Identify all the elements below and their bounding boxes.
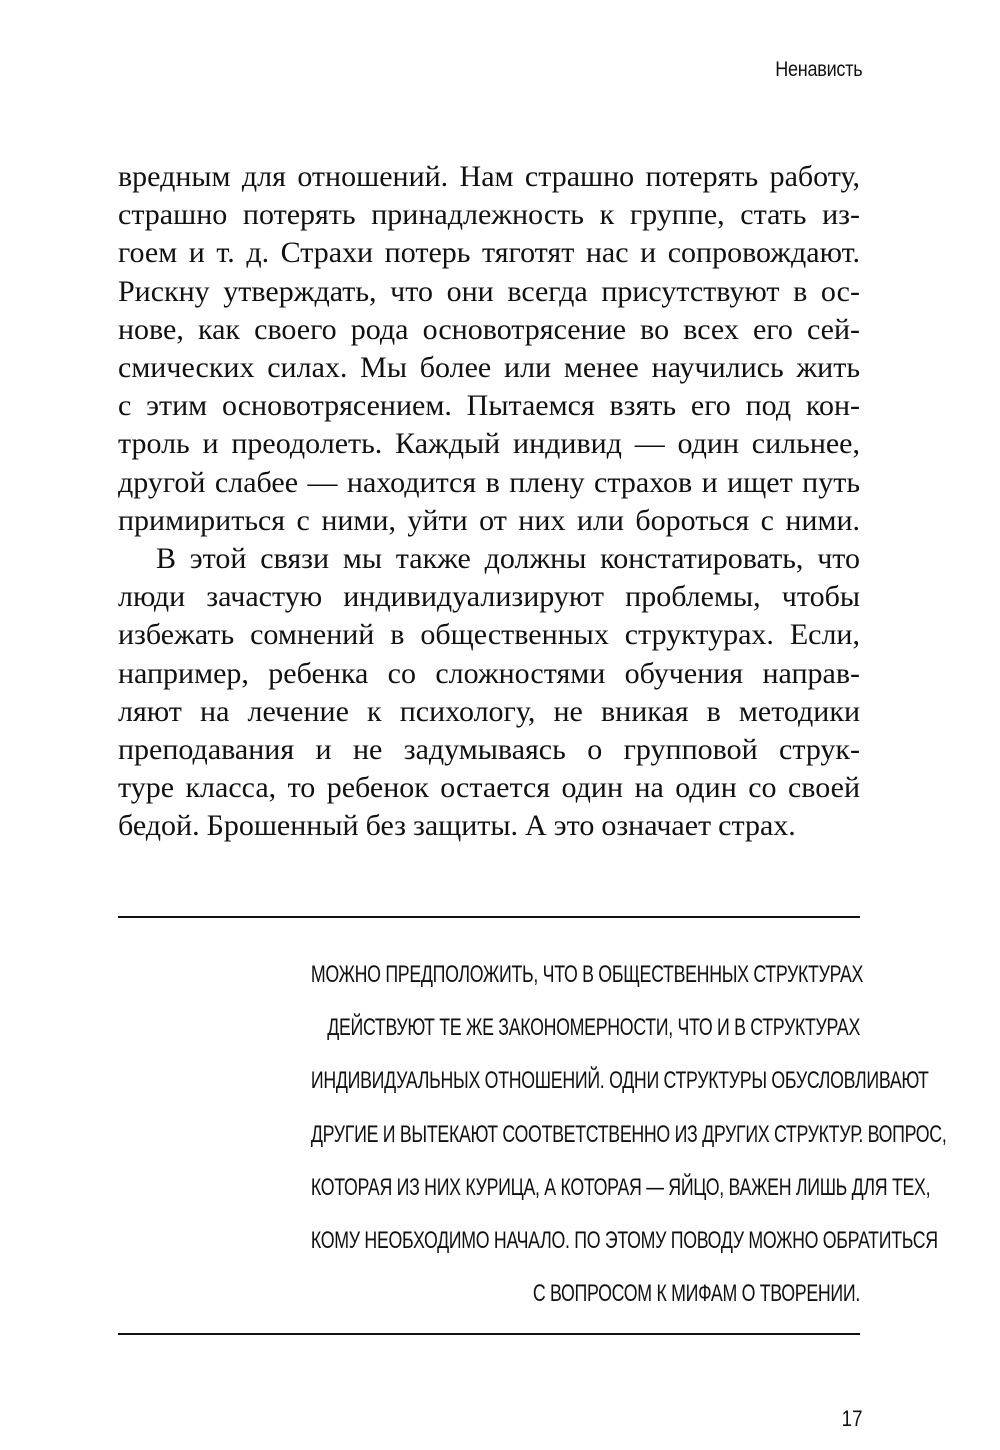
body-line: примириться с ними, уйти от них или бороться с ними. [118, 503, 860, 537]
paragraph-1 [118, 158, 860, 540]
body-line: с этим основотрясением. Пытаемся взять его под кон- [118, 389, 860, 423]
pull-quote-line: КОТОРАЯ ИЗ НИХ КУРИЦА, А КОТОРАЯ — ЯЙЦО, ВАЖЕН ЛИШЬ ДЛЯ ТЕХ, [310, 1173, 931, 1201]
body-line: В этой связи мы также должны констатировать, что [156, 542, 860, 576]
pull-quote-line: С ВОПРОСОМ К МИФАМ О ТВОРЕНИИ. [532, 1280, 860, 1308]
pull-quote-line: ДРУГИЕ И ВЫТЕКАЮТ СООТВЕТСТВЕННО ИЗ ДРУГИХ СТРУКТУР. ВОПРОС, [310, 1120, 947, 1148]
body-line: смических силах. Мы более или менее научились жить [118, 351, 860, 385]
body-line: страшно потерять принадлежность к группе, стать из- [118, 198, 860, 232]
body-line: вредным для отношений. Нам страшно потерять работу, [118, 160, 860, 193]
pull-quote-line: КОМУ НЕОБХОДИМО НАЧАЛО. ПО ЭТОМУ ПОВОДУ МОЖНО ОБРАТИТЬСЯ [310, 1227, 938, 1255]
pull-quote-top-rule [118, 916, 860, 918]
body-line: туре класса, то ребенок остается один на один со своей [118, 771, 860, 805]
body-line: ляют на лечение к психологу, не вникая в методики [118, 694, 860, 728]
pull-quote-line: ДЕЙСТВУЮТ ТЕ ЖЕ ЗАКОНОМЕРНОСТИ, ЧТО И В СТРУКТУРАХ [327, 1014, 860, 1042]
body-line: нове, как своего рода основотрясение во всех его сей- [118, 312, 860, 346]
body-line: бедой. Брошенный без защиты. А это означает страх. [118, 809, 796, 843]
body-line: люди зачастую индивидуализируют проблемы, чтобы [118, 580, 860, 614]
body-line: троль и преодолеть. Каждый индивид — один сильнее, [118, 427, 860, 461]
body-line: другой слабее — находится в плену страхов и ищет путь [118, 465, 860, 499]
pull-quote-line: ИНДИВИДУАЛЬНЫХ ОТНОШЕНИЙ. ОДНИ СТРУКТУРЫ ОБУСЛОВЛИВАЮТ [310, 1067, 929, 1095]
body-line: Рискну утверждать, что они всегда присутствуют в ос- [118, 274, 860, 308]
body-line: преподавания и не задумываясь о групповой струк- [118, 733, 860, 767]
pull-quote-bottom-rule [118, 1333, 860, 1335]
running-head: Ненависть [774, 58, 862, 81]
paragraph-2 [118, 540, 860, 846]
pull-quote-line: МОЖНО ПРЕДПОЛОЖИТЬ, ЧТО В ОБЩЕСТВЕННЫХ СТРУКТУРАХ [310, 961, 864, 988]
body-line: например, ребенка со сложностями обучения направ- [118, 656, 860, 690]
body-line: избежать сомнений в общественных структурах. Если, [118, 618, 860, 652]
page-number: 17 [841, 1406, 862, 1431]
body-text [118, 158, 860, 846]
body-line: гоем и т. д. Страхи потерь тяготят нас и сопровождают. [118, 236, 860, 270]
pull-quote [118, 948, 947, 1320]
